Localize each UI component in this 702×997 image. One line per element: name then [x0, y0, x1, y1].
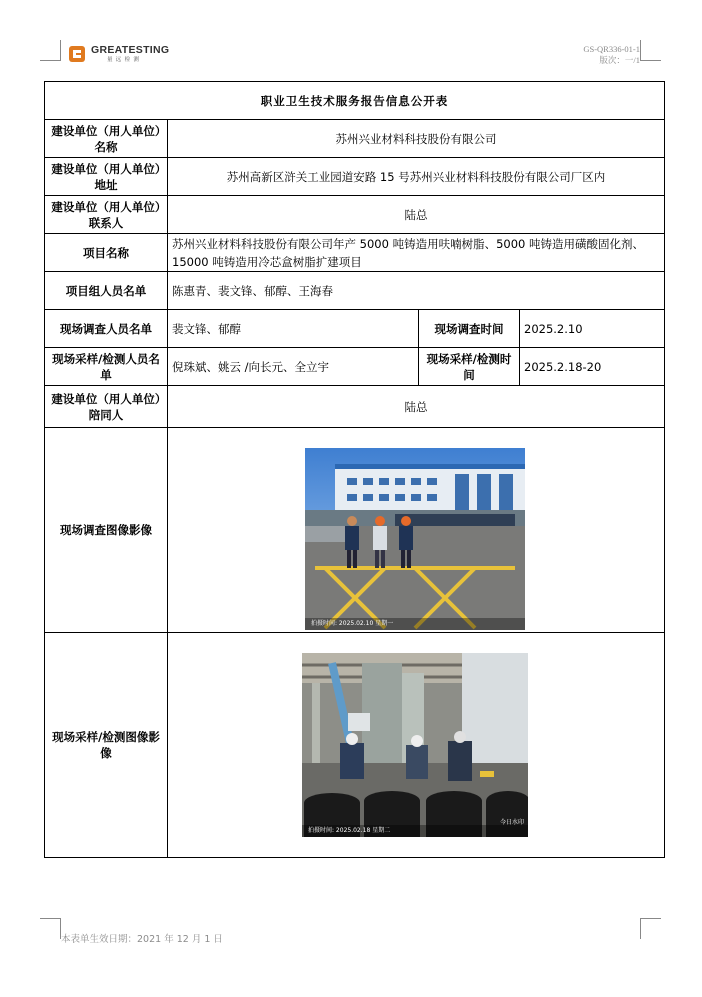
survey-staff-value: 裴文锋、郁醇: [168, 310, 419, 348]
escort-value: 陆总: [168, 386, 665, 428]
sampling-time-value: 2025.2.18-20: [520, 348, 665, 386]
crop-mark-bottom-left: [40, 918, 61, 939]
document-edition: 版次：一/1: [599, 55, 640, 65]
unit-name-value: 苏州兴业材料科技股份有限公司: [168, 120, 665, 158]
team-value: 陈惠青、裴文锋、郁醇、王海春: [168, 272, 665, 310]
project-value: 苏州兴业材料科技股份有限公司年产 5000 吨铸造用呋喃树脂、5000 吨铸造用磺酸固化剂、15000 吨铸造用冷芯盒树脂扩建项目: [168, 234, 665, 272]
survey-photo: [305, 448, 525, 630]
table-title: 职业卫生技术服务报告信息公开表: [45, 82, 665, 120]
escort-label: 建设单位（用人单位）陪同人: [45, 386, 168, 428]
sampling-photo-caption: 拍摄时间: 2025.02.18 星期二: [308, 827, 391, 834]
survey-photo-caption: 拍摄时间: 2025.02.10 星期一: [311, 620, 394, 627]
disclosure-table: [44, 81, 665, 858]
survey-staff-label: 现场调查人员名单: [45, 310, 168, 348]
effective-date-note: 本表单生效日期：2021 年 12 月 1 日: [61, 934, 223, 945]
watermark-stamp: 今日水印: [499, 819, 524, 826]
survey-photo-cell: [168, 428, 665, 633]
sampling-time-label: 现场采样/检测时间: [419, 348, 520, 386]
crop-mark-bottom-right: [640, 918, 661, 939]
survey-time-value: 2025.2.10: [520, 310, 665, 348]
crop-mark-top-right: [640, 40, 661, 61]
company-logo: [68, 43, 169, 65]
sampling-photo-cell: [168, 633, 665, 858]
unit-address-label: 建设单位（用人单位）地址: [45, 158, 168, 196]
brand-name: GREATESTING: [91, 44, 170, 56]
logo-mark-icon: [68, 45, 86, 63]
document-code: GS-QR336-01-1: [583, 44, 640, 54]
unit-address-value: 苏州高新区浒关工业园道安路 15 号苏州兴业材料科技股份有限公司厂区内: [168, 158, 665, 196]
brand-name-cn: 量远检测: [107, 56, 143, 63]
sampling-staff-label: 现场采样/检测人员名单: [45, 348, 168, 386]
crop-mark-top-left: [40, 40, 61, 61]
project-label: 项目名称: [45, 234, 168, 272]
contact-value: 陆总: [168, 196, 665, 234]
unit-name-label: 建设单位（用人单位）名称: [45, 120, 168, 158]
sampling-staff-value: 倪珠斌、姚云 /向长元、全立宇: [168, 348, 419, 386]
team-label: 项目组人员名单: [45, 272, 168, 310]
sampling-photo-label: 现场采样/检测图像影像: [45, 633, 168, 858]
survey-time-label: 现场调查时间: [419, 310, 520, 348]
contact-label: 建设单位（用人单位）联系人: [45, 196, 168, 234]
sampling-photo: [302, 653, 528, 837]
document-code-block: [583, 44, 640, 66]
survey-photo-label: 现场调查图像影像: [45, 428, 168, 633]
